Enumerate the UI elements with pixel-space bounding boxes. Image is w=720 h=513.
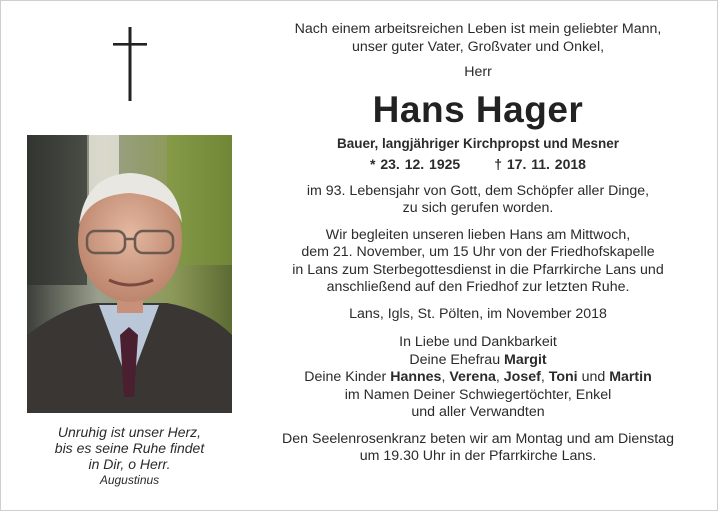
family-intro: In Liebe und Dankbarkeit	[399, 334, 557, 350]
child-name: Toni	[548, 369, 578, 385]
deceased-role: Bauer, langjähriger Kirchpropst und Mesner	[336, 135, 620, 151]
funeral-line: dem 21. November, um 15 Uhr von der Friedhofskapelle	[301, 244, 655, 260]
separator: und	[577, 369, 610, 385]
passing-line: zu sich gerufen worden.	[402, 200, 554, 216]
intro-line: Nach einem arbeitsreichen Leben ist mein geliebter Mann,	[294, 21, 662, 37]
child-name: Josef	[503, 369, 541, 385]
intro-line: unser guter Vater, Großvater und Onkel,	[351, 38, 605, 55]
funeral-text	[253, 227, 703, 297]
deceased-name: Hans Hager	[372, 88, 584, 130]
quote-author: Augustinus	[99, 473, 160, 487]
separator: ,	[495, 369, 504, 385]
birth-date: * 23. 12. 1925	[370, 156, 461, 172]
rosary-text	[253, 431, 703, 466]
separator: ,	[540, 369, 549, 385]
funeral-line: Wir begleiten unseren lieben Hans am Mittwoch,	[325, 226, 631, 243]
quote-line: in Dir, o Herr.	[88, 456, 171, 472]
place-date: Lans, Igls, St. Pölten, im November 2018	[349, 305, 607, 322]
family-line: und aller Verwandten	[411, 404, 545, 420]
children-prefix: Deine Kinder	[304, 369, 391, 385]
bible-quote	[27, 424, 232, 488]
portrait-photo	[27, 135, 232, 413]
salutation: Herr	[464, 64, 492, 80]
cross-icon	[113, 27, 147, 101]
notice-text	[253, 21, 703, 466]
life-dates	[253, 156, 703, 174]
wife-prefix: Deine Ehefrau	[409, 351, 505, 368]
death-date: † 17. 11. 2018	[494, 156, 586, 172]
quote-line: Unruhig ist unser Herz,	[57, 424, 202, 440]
funeral-line: in Lans zum Sterbegottesdienst in die Pfarrkirche Lans und	[292, 261, 664, 278]
family-signature	[253, 334, 703, 422]
passing-line: im 93. Lebensjahr von Gott, dem Schöpfer aller Dinge,	[306, 182, 650, 199]
family-line: im Namen Deiner Schwiegertöchter, Enkel	[344, 386, 612, 403]
passing-text	[253, 183, 703, 218]
rosary-line: Den Seelenrosenkranz beten wir am Montag und am Dienstag	[282, 430, 674, 447]
child-name: Martin	[609, 369, 652, 385]
child-name: Hannes	[390, 369, 442, 385]
rosary-line: um 19.30 Uhr in der Pfarrkirche Lans.	[359, 448, 597, 464]
funeral-line: anschließend auf den Friedhof zur letzten Ruhe.	[326, 279, 630, 295]
child-name: Verena	[449, 369, 496, 385]
separator: ,	[441, 369, 450, 385]
intro-text	[253, 21, 703, 56]
wife-name: Margit	[504, 351, 547, 368]
quote-line: bis es seine Ruhe findet	[54, 440, 205, 456]
